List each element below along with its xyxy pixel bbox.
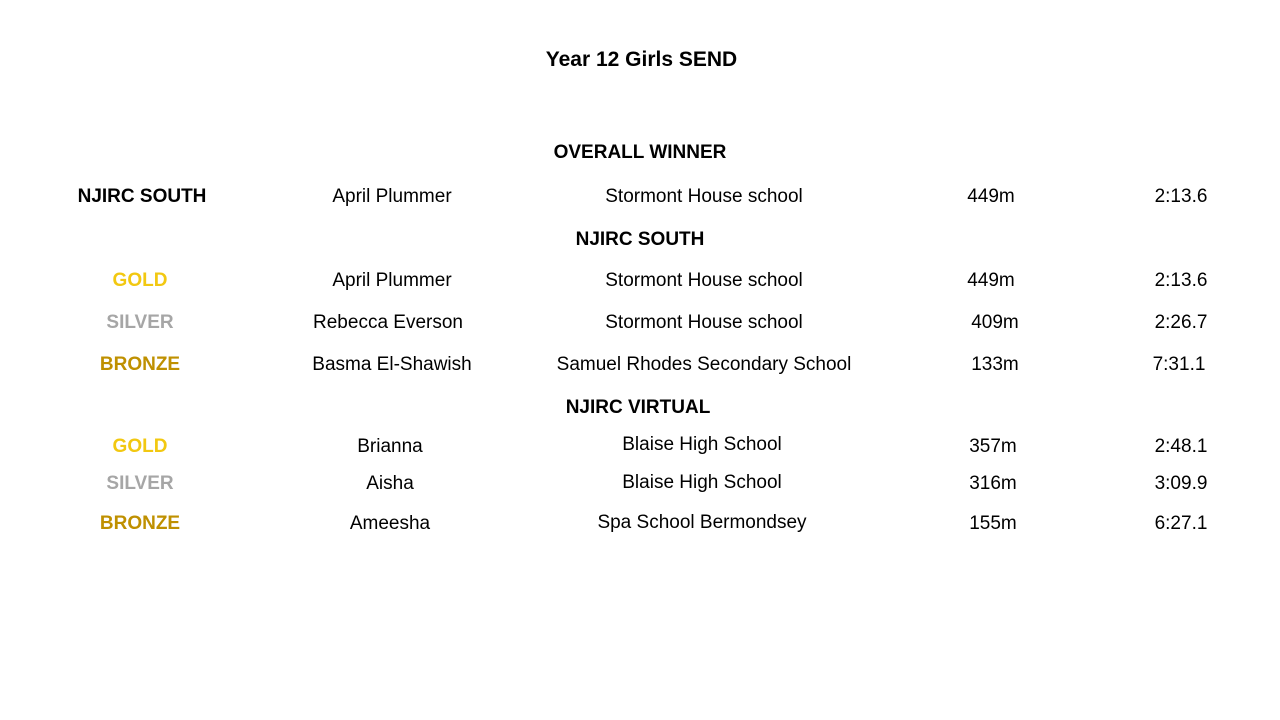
athlete-name: April Plummer <box>332 186 452 207</box>
athlete-name: Rebecca Everson <box>313 312 463 333</box>
table-row <box>0 473 1280 503</box>
distance-value: 133m <box>971 354 1019 375</box>
medal-label: BRONZE <box>99 354 181 375</box>
distance-value: 449m <box>967 186 1015 207</box>
time-value: 7:31.1 <box>1152 354 1206 375</box>
table-row <box>0 186 1280 216</box>
school-name: Stormont House school <box>605 186 803 207</box>
time-value: 2:13.6 <box>1154 270 1208 291</box>
table-row <box>0 513 1280 543</box>
school-name: Stormont House school <box>605 270 803 291</box>
table-row <box>0 270 1280 300</box>
medal-label: SILVER <box>106 312 174 333</box>
overall-winner-heading: OVERALL WINNER <box>553 142 727 163</box>
time-value: 2:13.6 <box>1154 186 1208 207</box>
medal-label: GOLD <box>112 270 168 291</box>
time-value: 3:09.9 <box>1154 473 1208 494</box>
athlete-name: Ameesha <box>349 513 431 534</box>
table-row <box>0 436 1280 466</box>
athlete-name: Aisha <box>366 473 414 494</box>
school-name: Stormont House school <box>605 312 803 333</box>
distance-value: 357m <box>969 436 1017 457</box>
medal-label: BRONZE <box>99 513 181 534</box>
distance-value: 409m <box>971 312 1019 333</box>
time-value: 2:48.1 <box>1154 436 1208 457</box>
table-row <box>0 312 1280 342</box>
time-value: 6:27.1 <box>1154 513 1208 534</box>
medal-label: NJIRC SOUTH <box>77 186 207 207</box>
table-row <box>0 354 1280 384</box>
distance-value: 316m <box>969 473 1017 494</box>
distance-value: 155m <box>969 513 1017 534</box>
njirc-virtual-heading: NJIRC VIRTUAL <box>565 397 711 418</box>
school-name: Blaise High School <box>622 434 782 455</box>
athlete-name: Brianna <box>357 436 423 457</box>
school-name: Spa School Bermondsey <box>597 512 807 533</box>
time-value: 2:26.7 <box>1154 312 1208 333</box>
page-title: Year 12 Girls SEND <box>545 48 738 71</box>
njirc-south-heading: NJIRC SOUTH <box>575 229 705 250</box>
medal-label: SILVER <box>106 473 174 494</box>
school-name: Blaise High School <box>622 472 782 493</box>
athlete-name: April Plummer <box>332 270 452 291</box>
distance-value: 449m <box>967 270 1015 291</box>
medal-label: GOLD <box>112 436 168 457</box>
school-name: Samuel Rhodes Secondary School <box>556 354 852 375</box>
athlete-name: Basma El-Shawish <box>312 354 472 375</box>
